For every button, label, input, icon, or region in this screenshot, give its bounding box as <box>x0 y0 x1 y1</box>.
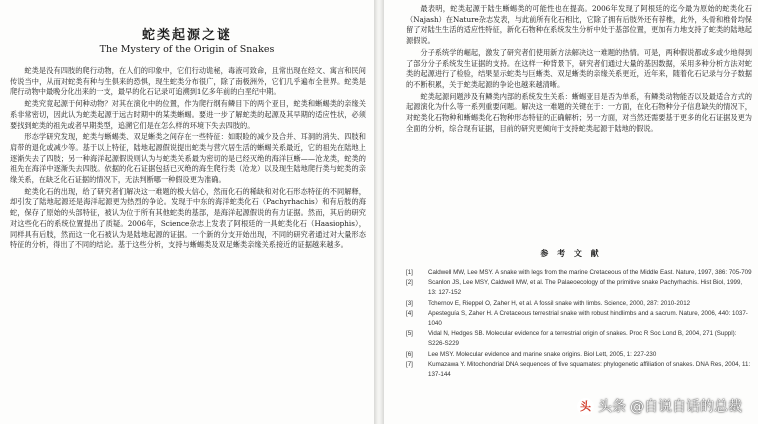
reference-text: Caldwell MW, Lee MSY. A snake with legs from the marine Cretaceous of the Middle East. Nature, 1997, 386: 705-709 <box>428 269 752 276</box>
right-body-text <box>406 4 752 135</box>
reference-text: Vidal N, Hedges SB. Molecular evidence for a terrestrial origin of snakes. Proc R Soc Lond B, 2004, 271 (Suppl): S226-S229 <box>428 330 737 348</box>
paragraph: 蛇类是没有四肢的爬行动物，在人们的印象中，它们行动诡秘，毒液可致命，且常出现在经文、寓言和民间传说当中，从而对蛇类有种与生俱来的恐惧，现生蛇类分布很广，除了南极洲外，它们几乎遍布全世界。蛇类是爬行动物中最晚分化出来的一支，最早的化石记录可追溯到1亿多年前的白垩纪中期。 <box>10 66 366 97</box>
reference-number: [1] <box>406 269 413 276</box>
left-body-text <box>10 66 366 252</box>
article-title-english: The Mystery of the Origin of Snakes <box>99 44 275 55</box>
watermark <box>577 396 742 416</box>
reference-text: Lee MSY. Molecular evidence and marine snake origins. Biol Lett, 2005, 1: 227-230 <box>428 350 657 358</box>
reference-number: [5] <box>406 330 413 338</box>
reference-item <box>406 299 752 309</box>
references-heading: 参 考 文 献 <box>540 248 602 258</box>
paragraph: 蛇类起源问题涉及有鳞类内部的系统发生关系：蜥蜴亚目是否为单系，有鳞类动物能否以及最适合方式的起源演化为什么等一系列重要问题。解决这一难题的关键在于：一方面，在化石物种分子信息缺失的情况下，对蛇类化石物种和蜥蜴类化石物种形态特征的正确解析；另一方面，对当然还需要基于更多的化石证据及更为全面的分析，综合现有证据，目前的研究更倾向于支持蛇类起源于陆地的假说。 <box>406 91 752 133</box>
reference-item <box>406 268 752 278</box>
reference-item <box>406 278 752 298</box>
paragraph: 蛇类化石的出现，给了研究者们解决这一难题的极大信心，然而化石的稀缺和对化石形态特征的不同解释，却引发了陆地起源还是海洋起源更为热烈的争论。发现于中东的海洋蛇类化石（Pachyrhachis）和有后肢的海蛇，保存了原始的头部特征，被认为位于所有其他蛇类的基部，是海洋起源假说的有力证据。然而，其后的研究对这些化石的系统位置提出了质疑。2006年，Science杂志上发表了阿根廷的一具蛇类化石（Haasiophis），同样具有后肢，然而这一化石被认为是陆地起源的证据。一个新的分支开始出现，不同的研究者通过对大量形态特征的分析，得出了不同的结论。基于这些分析，支持与蜥蜴类及双足蜥类亲缘关系接近的证据越来越多。 <box>10 186 366 250</box>
reference-item <box>406 350 752 360</box>
article-title-chinese: 蛇类起源之谜 <box>141 28 232 43</box>
paragraph: 最表明，蛇类起源于陆生蜥蜴类的可能性也在提高。2006年发现了阿根廷的迄今最为原始的蛇类化石（Najash）在Nature杂志发表，与此前所有化石相比，它除了拥有后肢外还有荐椎，此外，头骨和椎骨均保留了对陆生生活的适应性特征，新化石物种在系统发生分析中处于基部位置，更加有力地支持了蛇类的陆地起源假说。 <box>406 4 752 46</box>
paragraph: 蛇类究竟起源于何种动物？对其在演化中的位置，作为爬行纲有鳞目下的两个亚目，蛇类和蜥蜴类的亲缘关系非常密切，因此认为蛇类起源于远古时期中的某类蜥蜴。要进一步了解蛇类的起源及其早期的适应性状，必须要找到蛇类的祖先或者早期类型，追溯它们是在怎么样的环境下失去四肢的。 <box>10 99 366 130</box>
reference-item <box>406 329 752 349</box>
left-page <box>0 0 374 424</box>
reference-text: Kumazawa Y. Mitochondrial DNA sequences of five squamates: phylogenetic affiliation of snakes. DNA Res, 2004, 11: 137-144 <box>428 360 751 379</box>
paragraph: 分子系统学的崛起，激发了研究者们使用新方法解决这一难题的热情。可是，两种假说都或多或少地得到了部分分子系统发生证据的支持。在这样一种背景下，研究者们通过大量的基因数据，采用多种分析方法对蛇类的起源进行了检验，结果显示蛇类与巨蜥类、双足蜥类的亲缘关系更近，近年来，随着化石记录与分子数据的不断积累，关于蛇类起源的争论也越来越清晰。 <box>406 47 752 89</box>
references-list <box>406 268 752 380</box>
right-page <box>384 0 758 424</box>
watermark-author: @自说自话的总裁 <box>630 399 742 415</box>
book-gutter <box>374 0 384 424</box>
reference-number: [7] <box>406 360 413 368</box>
reference-item <box>406 360 752 380</box>
reference-number: [6] <box>406 350 413 358</box>
paragraph: 形态学研究发现，蛇类与蜥蜴类、双足蜥类之间存在一些特征：如眼睑的减少及合并、耳洞的消失、四肢和肩带的退化或减少等。基于以上特征，陆地起源假说提出蛇类与营穴居生活的蜥蜴关系最近，它的祖先在陆地上逐渐失去了四肢；另一种海洋起源假说则认为与蛇类关系最为密切的是已经灭绝的海洋巨蜥——沧龙类，蛇类的祖先在海洋中逐渐失去四肢。依据的化石证据包括已灭绝的海生爬行类（沧龙）以及现生陆地爬行类与蛇类的亲缘关系，在缺乏化石证据的情况下，无法判断哪一种假设更为准确。 <box>10 132 366 185</box>
reference-text: Apesteguía S, Zaher H. A Cretaceous terrestrial snake with robust hindlimbs and a sacrum. Nature, 2006, 440: 1037-1040 <box>428 309 748 328</box>
reference-text: Tchernov E, Rieppel O, Zaher H, et al. A fossil snake with limbs. Science, 2000, 287: 2010-2012 <box>428 299 691 307</box>
reference-number: [3] <box>406 299 413 307</box>
reference-number: [4] <box>406 309 413 317</box>
watermark-platform: 头条 <box>598 399 626 415</box>
reference-number: [2] <box>406 279 413 287</box>
reference-text: Scanlon JS, Lee MSY, Caldwell MW, et al. The Palaeoecology of the primitive snake Pachyrhachis. Hist Biol, 1999, 13: 127-152 <box>428 279 743 297</box>
toutiao-logo-icon: 头 <box>577 398 594 415</box>
reference-item <box>406 309 752 329</box>
